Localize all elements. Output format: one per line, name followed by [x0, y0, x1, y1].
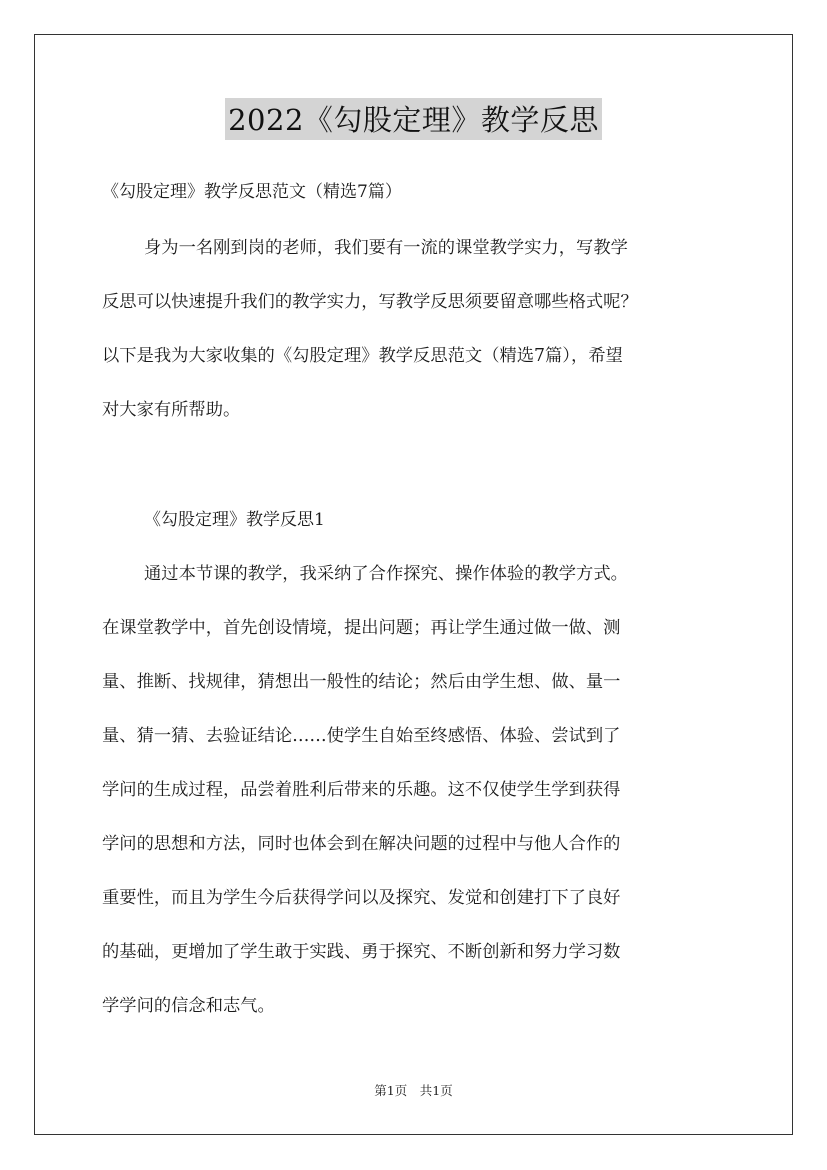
section-line-5: 学问的生成过程，品尝着胜利后带来的乐趣。这不仅使学生学到获得 — [102, 780, 621, 800]
document-subtitle: 《勾股定理》教学反思范文（精选7篇） — [102, 182, 402, 202]
title-container — [0, 98, 827, 140]
section-line-9: 学学问的信念和志气。 — [102, 996, 275, 1016]
section-line-3: 量、推断、找规律，猜想出一般性的结论；然后由学生想、做、量一 — [102, 672, 621, 692]
section-heading: 《勾股定理》教学反思1 — [144, 510, 325, 530]
section-line-8: 的基础，更增加了学生敢于实践、勇于探究、不断创新和努力学习数 — [102, 942, 621, 962]
document-title: 2022《勾股定理》教学反思 — [225, 98, 602, 140]
section-line-1: 通过本节课的教学，我采纳了合作探究、操作体验的教学方式。 — [144, 564, 628, 584]
section-line-6: 学问的思想和方法，同时也体会到在解决问题的过程中与他人合作的 — [102, 834, 621, 854]
section-line-7: 重要性，而且为学生今后获得学问以及探究、发觉和创建打下了良好 — [102, 888, 621, 908]
page-number-footer: 第1页 共1页 — [374, 1083, 453, 1098]
intro-line-3: 以下是我为大家收集的《勾股定理》教学反思范文（精选7篇），希望 — [102, 346, 623, 366]
section-line-4: 量、猜一猜、去验证结论……使学生自始至终感悟、体验、尝试到了 — [102, 726, 621, 746]
section-line-2: 在课堂教学中，首先创设情境，提出问题；再让学生通过做一做、测 — [102, 618, 621, 638]
intro-line-2: 反思可以快速提升我们的教学实力，写教学反思须要留意哪些格式呢？ — [102, 292, 638, 312]
intro-line-4: 对大家有所帮助。 — [102, 400, 241, 420]
intro-line-1: 身为一名刚到岗的老师，我们要有一流的课堂教学实力，写教学 — [144, 238, 628, 258]
